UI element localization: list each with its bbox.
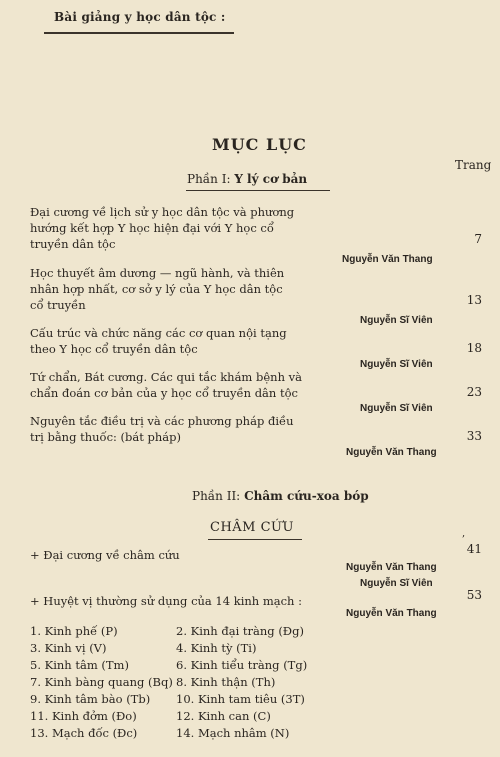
meridian-item: 6. Kinh tiểu tràng (Tg): [176, 658, 308, 672]
meridian-item: 12. Kinh can (C): [176, 709, 271, 723]
meridian-item: 1. Kinh phế (P): [30, 624, 118, 638]
toc-entry: [30, 265, 430, 313]
toc-entry-line: nhân hợp nhất, cơ sở y lý của Y học dân tộc: [30, 282, 283, 296]
toc-entry-author: Nguyễn Văn Thang: [342, 254, 433, 265]
toc-entry-author: Nguyễn Sĩ Viên: [360, 315, 433, 326]
meridian-item: 9. Kinh tâm bào (Tb): [30, 692, 151, 706]
toc-entry-page: 13: [466, 293, 482, 307]
page-column-label: Trang: [455, 158, 492, 172]
toc-entry-line: Cấu trúc và chức năng các cơ quan nội tạng: [30, 326, 287, 340]
part-1-prefix: Phần I:: [187, 172, 231, 186]
toc-entry-page: 23: [466, 385, 482, 399]
meridian-item: 2. Kinh đại tràng (Đg): [176, 624, 304, 638]
toc-entry-line: Đại cương về lịch sử y học dân tộc và phương: [30, 205, 295, 219]
running-header: Bài giảng y học dân tộc :: [54, 10, 226, 24]
toc-entry: [30, 369, 430, 401]
section-subheading: CHÂM CỨU: [210, 520, 294, 535]
toc-entry-author: Nguyễn Sĩ Viên: [360, 403, 433, 414]
toc-entry-page: 33: [466, 429, 482, 443]
toc-entry-line: Học thuyết âm dương — ngũ hành, và thiên: [30, 266, 285, 280]
stray-mark: ,: [462, 528, 466, 539]
toc-entry-author: Nguyễn Sĩ Viên: [360, 359, 433, 370]
part-2-heading: [192, 489, 369, 503]
toc-entry-author: Nguyễn Sĩ Viên: [360, 578, 433, 589]
meridian-item: 13. Mạch đốc (Đc): [30, 726, 138, 740]
toc-entry: + Đại cương về châm cứu: [30, 548, 180, 562]
toc-entry-author: Nguyễn Văn Thang: [346, 608, 437, 619]
toc-entry-author: Nguyễn Văn Thang: [346, 447, 437, 458]
header-rule: [44, 32, 234, 34]
toc-entry-author: Nguyễn Văn Thang: [346, 562, 437, 573]
toc-entry-line: Tứ chẩn, Bát cương. Các qui tắc khám bệnh và: [30, 370, 302, 384]
toc-entry-line: Nguyên tắc điều trị và các phương pháp điều: [30, 414, 294, 428]
toc-entry-page: 53: [466, 588, 482, 602]
meridian-item: 4. Kinh tỳ (Ti): [176, 641, 257, 655]
toc-entry-line: cổ truyền: [30, 298, 86, 312]
meridian-item: 7. Kinh bàng quang (Bq): [30, 675, 173, 689]
part-1-heading: [187, 172, 307, 186]
meridian-item: 5. Kinh tâm (Tm): [30, 658, 129, 672]
toc-entry-page: 41: [466, 542, 482, 556]
subheading-underline: [208, 539, 302, 540]
page-title: MỤC LỤC: [212, 135, 307, 154]
toc-entry-line: trị bằng thuốc: (bát pháp): [30, 430, 181, 444]
toc-entry-line: hướng kết hợp Y học hiện đại với Y học cổ: [30, 221, 274, 235]
toc-entry-line: theo Y học cổ truyền dân tộc: [30, 342, 198, 356]
toc-entry: [30, 204, 430, 252]
part-2-name: Châm cứu-xoa bóp: [244, 489, 369, 503]
meridian-item: 10. Kinh tam tiêu (3T): [176, 692, 305, 706]
toc-entry: + Huyệt vị thường sử dụng của 14 kinh mạch :: [30, 594, 302, 608]
meridian-item: 14. Mạch nhâm (N): [176, 726, 290, 740]
toc-entry-line: chẩn đoán cơ bản của y học cổ truyền dân tộc: [30, 386, 298, 400]
part-2-prefix: Phần II:: [192, 489, 241, 503]
meridian-item: 11. Kinh đởm (Đo): [30, 709, 137, 723]
part-1-underline: [186, 190, 330, 191]
meridian-item: 8. Kinh thận (Th): [176, 675, 276, 689]
toc-entry: [30, 413, 430, 445]
toc-entry-page: 7: [474, 232, 482, 246]
part-1-name: Y lý cơ bản: [234, 172, 308, 186]
toc-entry-line: truyền dân tộc: [30, 237, 116, 251]
toc-entry: [30, 325, 430, 357]
meridian-item: 3. Kinh vị (V): [30, 641, 107, 655]
toc-entry-page: 18: [466, 341, 482, 355]
